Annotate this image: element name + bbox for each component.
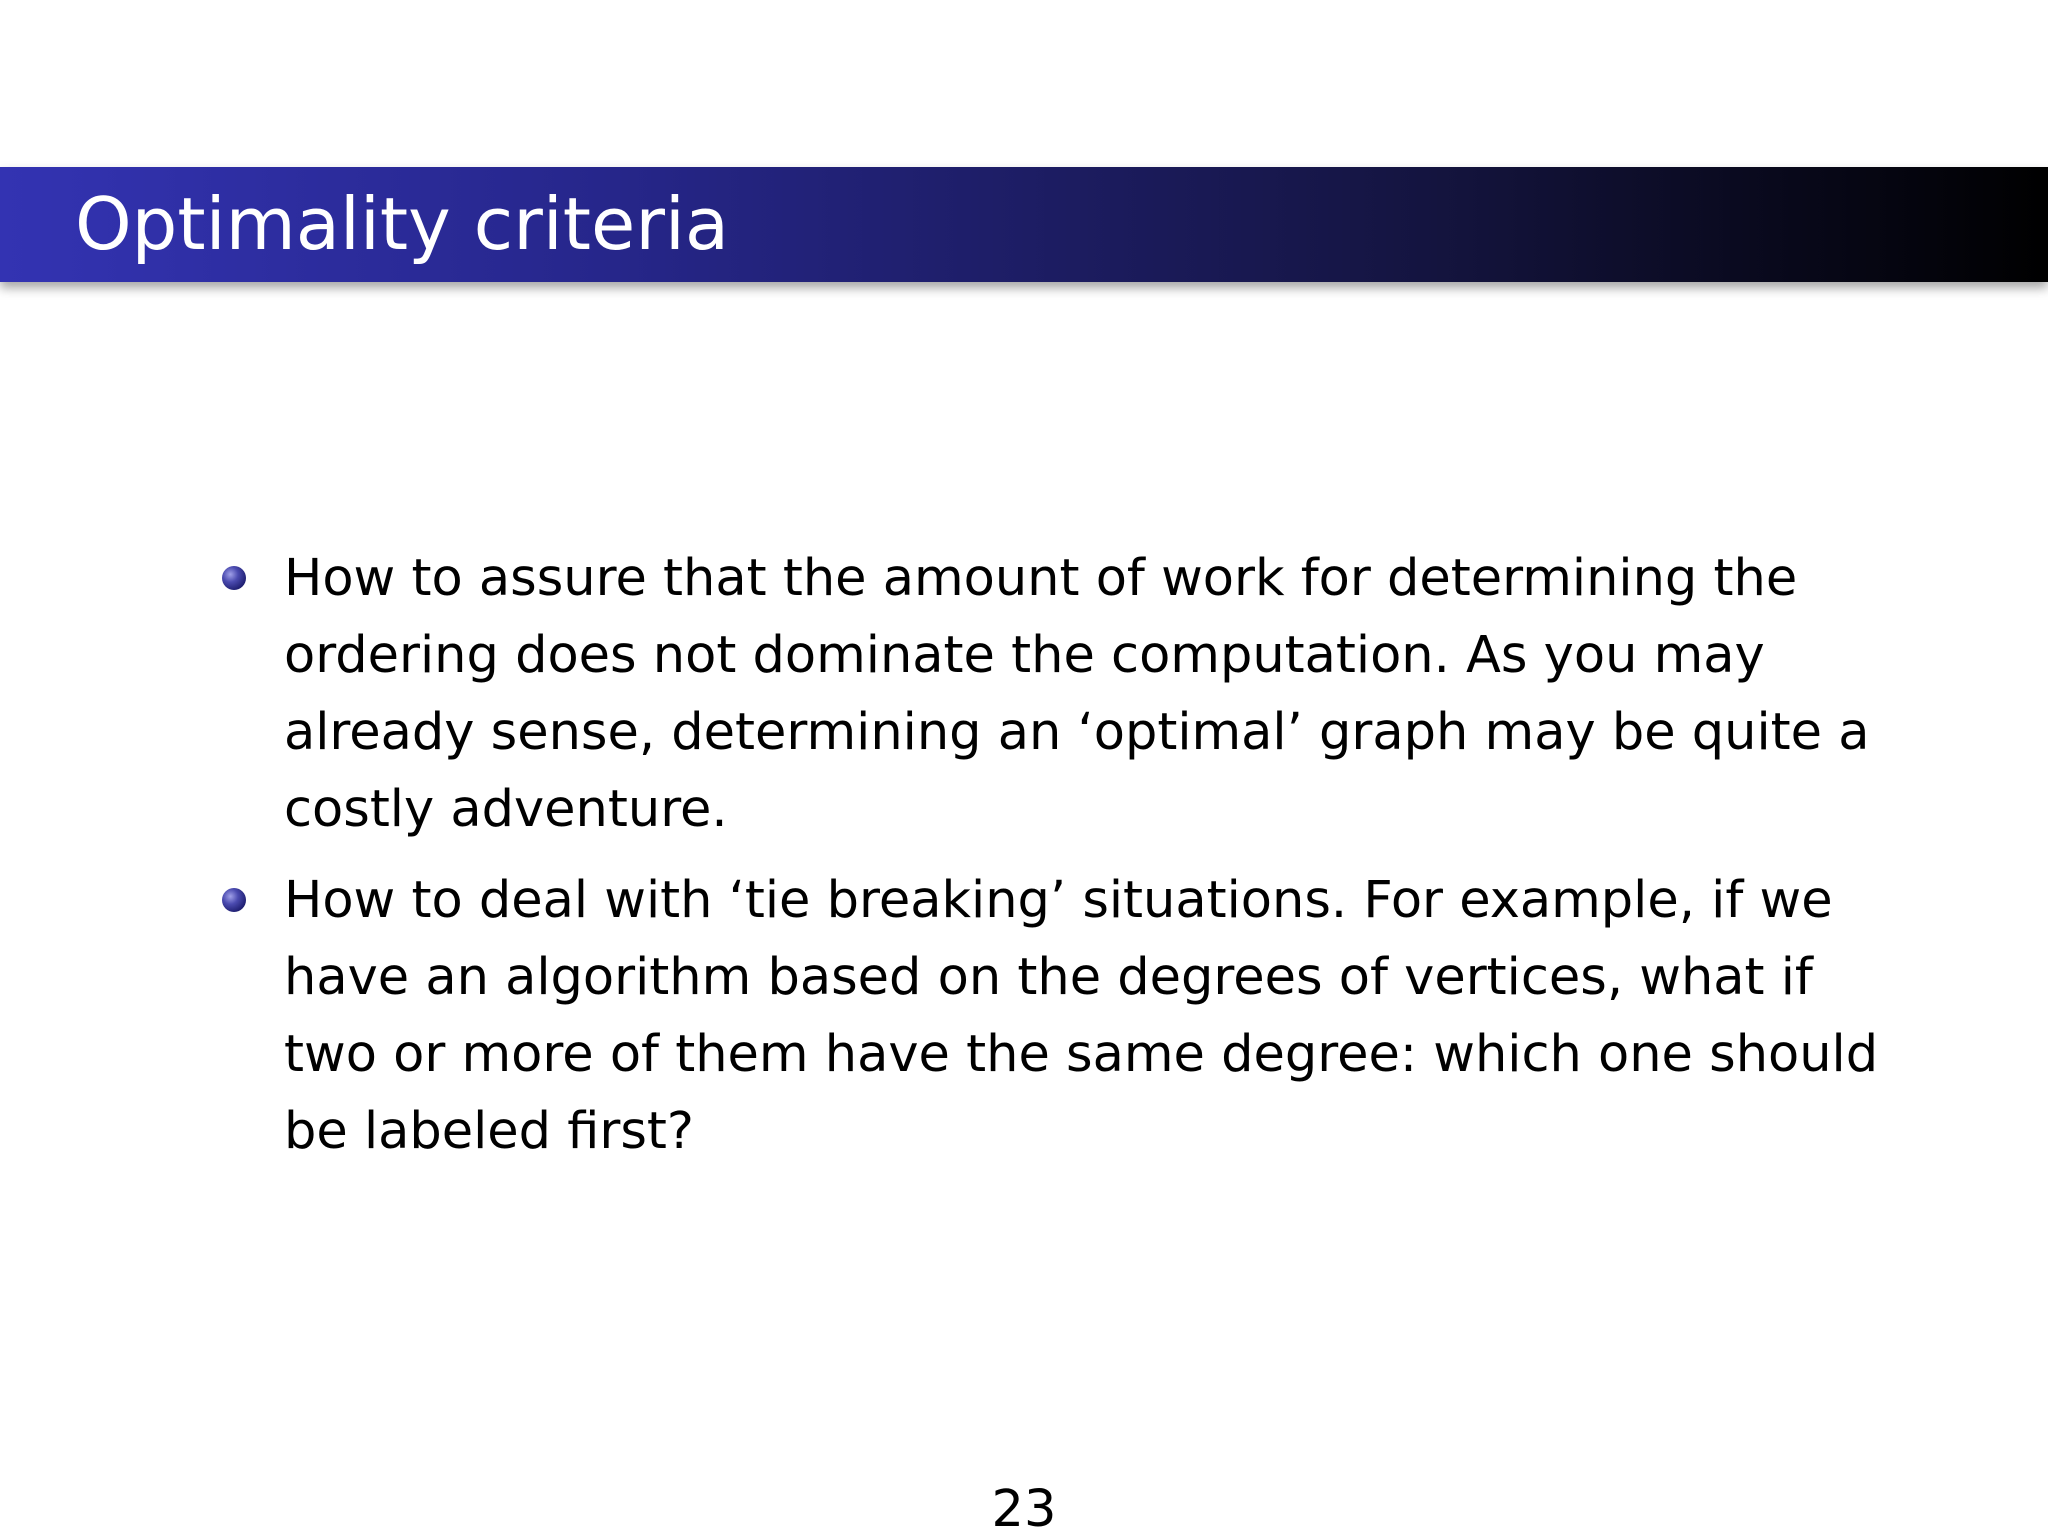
list-item [222,862,1902,1170]
bullet-text: How to assure that the amount of work for determining the ordering does not dominate the computation. As you may already sense, determining an ‘optimal’ graph may be quite a costly adventure. [284,549,1870,839]
bullet-text: How to deal with ‘tie breaking’ situations. For example, if we have an algorithm based on the degrees of vertices, what if two or more of them have the same degree: which one should be labeled first? [284,871,1879,1161]
bullet-icon [222,566,246,590]
bullet-icon [222,888,246,912]
list-item [222,540,1902,848]
page-number: 23 [991,1480,1057,1536]
bullet-list [222,540,1902,1184]
title-bar [0,167,2048,282]
slide-title: Optimality criteria [75,182,730,266]
